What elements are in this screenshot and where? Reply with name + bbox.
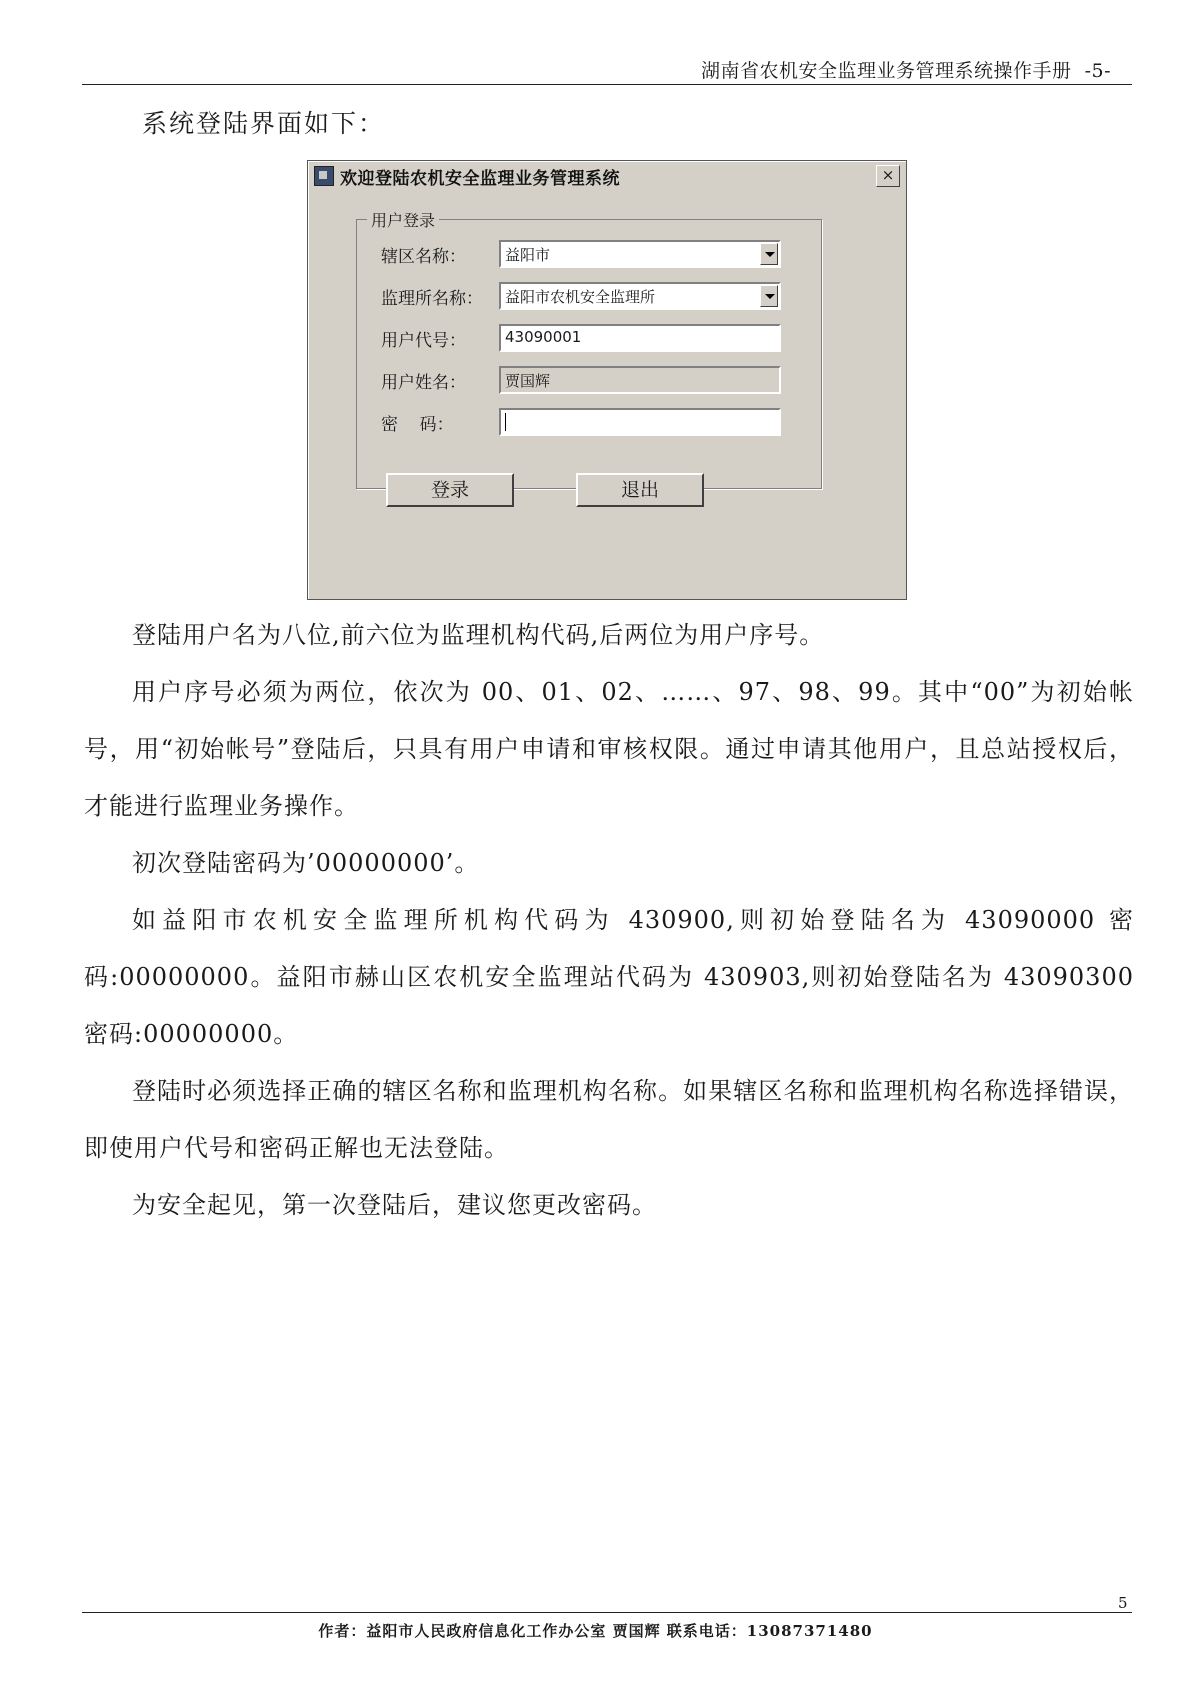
login-groupbox xyxy=(356,211,822,489)
footer-text: 作者：益阳市人民政府信息化工作办公室 贾国辉 联系电话：13087371480 xyxy=(318,1622,873,1640)
text-caret xyxy=(505,413,506,431)
password-row xyxy=(381,408,781,436)
user-code-input[interactable] xyxy=(499,324,781,352)
station-select[interactable] xyxy=(499,282,781,310)
station-value: 益阳市农机安全监理所 xyxy=(505,288,656,306)
login-dialog xyxy=(307,160,907,600)
close-icon[interactable]: × xyxy=(876,165,900,187)
district-label: 辖区名称： xyxy=(381,246,466,267)
user-code-label: 用户代号： xyxy=(381,330,466,351)
paragraph: 用户序号必须为两位，依次为 00、01、02、……、97、98、99。其中“00”为初始帐号，用“初始帐号”登陆后，只具有用户申请和审核权限。通过申请其他用户，且总站授权后，才能进行监理业务操作。 xyxy=(84,678,1134,820)
body-text xyxy=(84,607,1134,1234)
paragraph: 为安全起见，第一次登陆后，建议您更改密码。 xyxy=(132,1191,657,1219)
station-label: 监理所名称： xyxy=(381,288,483,309)
district-value: 益阳市 xyxy=(505,246,551,264)
groupbox-legend: 用户登录 xyxy=(367,208,439,231)
district-select[interactable] xyxy=(499,240,781,268)
header-page-marker: -5- xyxy=(1084,60,1111,82)
header-divider xyxy=(82,84,1132,85)
paragraph: 登陆用户名为八位,前六位为监理机构代码,后两位为用户序号。 xyxy=(132,621,825,649)
user-code-value: 43090001 xyxy=(505,328,582,346)
password-input[interactable] xyxy=(499,408,781,436)
header-title: 湖南省农机安全监理业务管理系统操作手册 xyxy=(700,60,1072,82)
chevron-down-icon[interactable] xyxy=(760,243,778,265)
user-name-field xyxy=(499,366,781,394)
footer-page-number: 5 xyxy=(1118,1594,1128,1612)
district-row xyxy=(381,240,781,268)
user-name-label: 用户姓名： xyxy=(381,372,466,393)
password-label: 密 码： xyxy=(381,414,454,435)
exit-button[interactable]: 退出 xyxy=(576,473,704,507)
paragraph: 如益阳市农机安全监理所机构代码为 430900,则初始登陆名为 43090000 密码:00000000。益阳市赫山区农机安全监理站代码为 430903,则初始登陆名为 43090300 密码:00000000。 xyxy=(84,906,1134,1048)
dialog-titlebar xyxy=(310,163,904,189)
paragraph: 初次登陆密码为’00000000’。 xyxy=(132,849,480,877)
chevron-down-icon[interactable] xyxy=(760,285,778,307)
login-button[interactable]: 登录 xyxy=(386,473,514,507)
station-row xyxy=(381,282,781,310)
intro-text: 系统登陆界面如下： xyxy=(142,109,386,138)
user-name-value: 贾国辉 xyxy=(505,372,551,390)
page-header xyxy=(701,56,1111,83)
paragraph: 登陆时必须选择正确的辖区名称和监理机构名称。如果辖区名称和监理机构名称选择错误，即使用户代号和密码正解也无法登陆。 xyxy=(84,1077,1134,1162)
user-code-row xyxy=(381,324,781,352)
dialog-title: 欢迎登陆农机安全监理业务管理系统 xyxy=(340,168,620,189)
user-name-row xyxy=(381,366,781,394)
app-icon xyxy=(314,166,334,186)
footer-divider xyxy=(82,1612,1132,1613)
